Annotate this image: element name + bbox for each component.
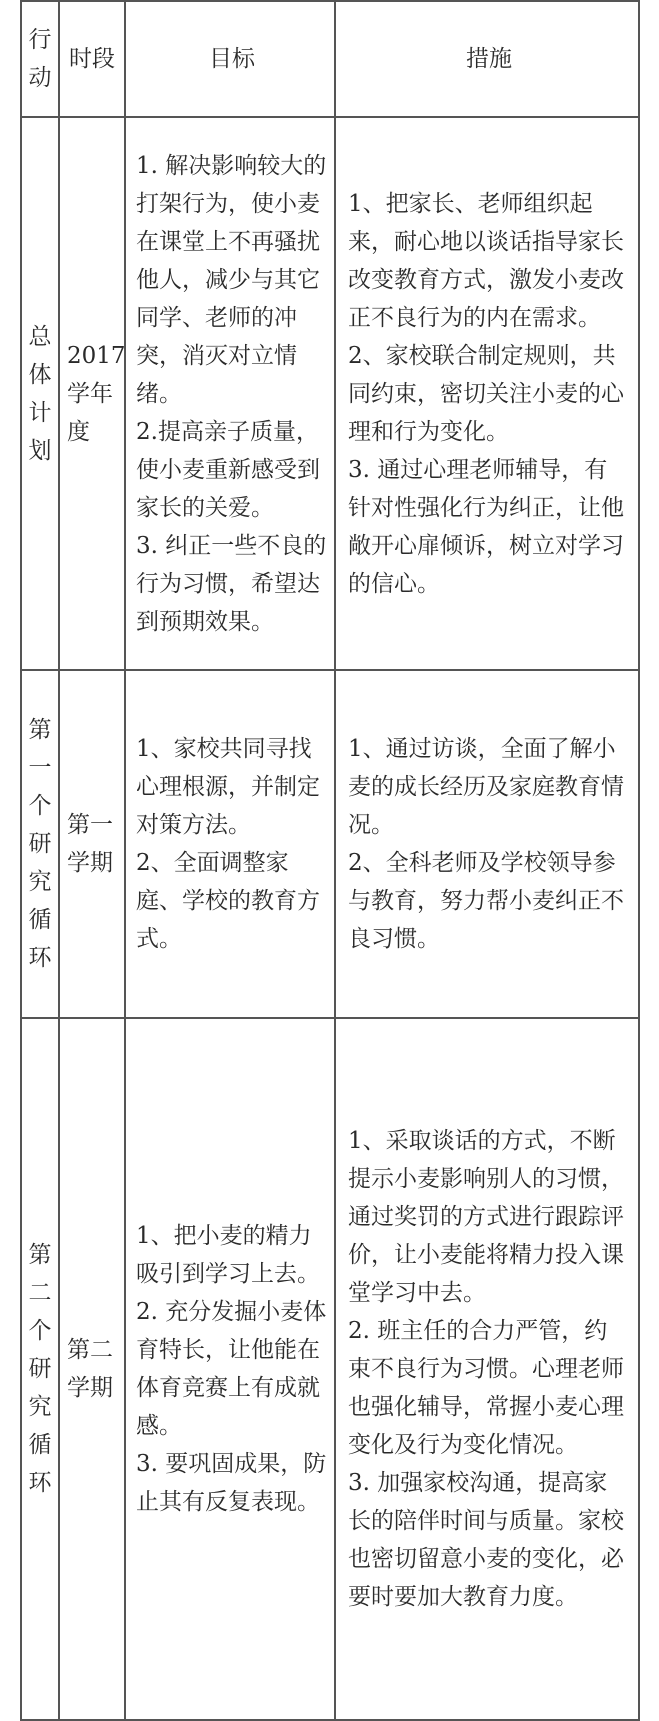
header-period: 时段 <box>59 1 125 117</box>
table-row <box>21 117 639 670</box>
period-cell: 2017学年度 <box>59 117 125 670</box>
goal-item: 1、把小麦的精力吸引到学习上去。 <box>136 1223 320 1287</box>
measure-cell <box>335 1018 639 1720</box>
goal-item: 3. 纠正一些不良的行为习惯，希望达到预期效果。 <box>136 532 327 635</box>
period-cell: 第二学期 <box>59 1018 125 1720</box>
measure-item: 1、把家长、老师组织起来，耐心地以谈话指导家长改变教育方式，激发小麦改正不良行为的内在需求。 <box>348 190 624 331</box>
action-cell: 总体计划 <box>21 117 59 670</box>
measure-item: 1、采取谈话的方式，不断提示小麦影响别人的习惯，通过奖罚的方式进行跟踪评价，让小麦能将精力投入课堂学习中去。 <box>348 1128 624 1306</box>
measure-item: 3. 通过心理老师辅导，有针对性强化行为纠正，让他敞开心扉倾诉，树立对学习的信心。 <box>348 456 624 597</box>
header-measure: 措施 <box>335 1 639 117</box>
measure-item: 1、通过访谈，全面了解小麦的成长经历及家庭教育情况。 <box>348 736 624 838</box>
goal-item: 2.提高亲子质量，使小麦重新感受到家长的关爱。 <box>136 418 320 521</box>
measure-item: 2、全科老师及学校领导参与教育，努力帮小麦纠正不良习惯。 <box>348 850 624 952</box>
table-row <box>21 670 639 1018</box>
goal-item: 1、家校共同寻找心理根源，并制定对策方法。 <box>136 736 320 838</box>
measure-item: 2、家校联合制定规则，共同约束，密切关注小麦的心理和行为变化。 <box>348 342 624 445</box>
goal-item: 2、全面调整家庭、学校的教育方式。 <box>136 850 320 952</box>
measure-item: 2. 班主任的合力严管，约束不良行为习惯。心理老师也强化辅导，常握小麦心理变化及行为变化情况。 <box>348 1318 624 1458</box>
goal-cell <box>125 117 335 670</box>
plan-table <box>20 0 640 1721</box>
action-cell: 第二个研究循环 <box>21 1018 59 1720</box>
period-cell: 第一学期 <box>59 670 125 1018</box>
table-row <box>21 1018 639 1720</box>
goal-item: 1. 解决影响较大的打架行为，使小麦在课堂上不再骚扰他人，减少与其它同学、老师的冲突，消灭对立情绪。 <box>136 152 327 407</box>
measure-cell <box>335 670 639 1018</box>
header-goal: 目标 <box>125 1 335 117</box>
goal-cell <box>125 1018 335 1720</box>
goal-item: 3. 要巩固成果，防止其有反复表现。 <box>136 1451 327 1515</box>
header-action: 行动 <box>21 1 59 117</box>
action-cell: 第一个研究循环 <box>21 670 59 1018</box>
header-row <box>21 1 639 117</box>
goal-cell <box>125 670 335 1018</box>
measure-item: 3. 加强家校沟通，提高家长的陪伴时间与质量。家校也密切留意小麦的变化，必要时要加大教育力度。 <box>348 1470 624 1610</box>
measure-cell <box>335 117 639 670</box>
goal-item: 2. 充分发掘小麦体育特长，让他能在体育竞赛上有成就感。 <box>136 1299 327 1439</box>
